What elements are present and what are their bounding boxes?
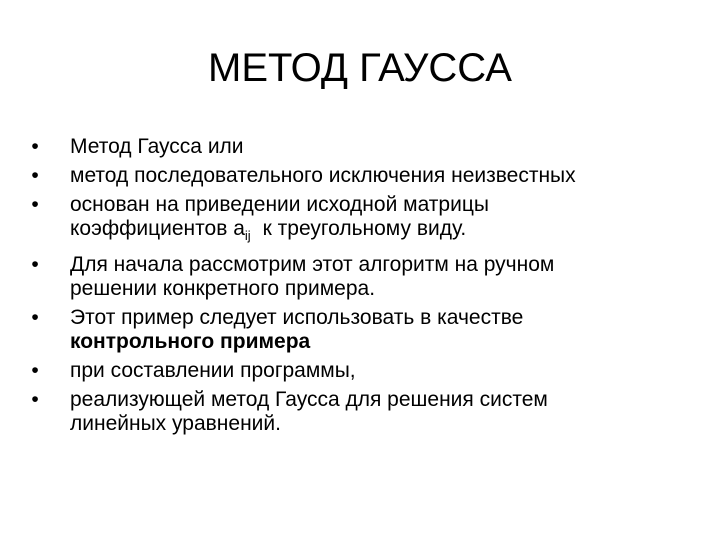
bullet-icon: • [31, 135, 39, 158]
bullet-text-line: основан на приведении исходной матрицы [70, 193, 489, 216]
bullet-text-line: к треугольному виду. [262, 217, 467, 240]
subscript-ij: ij [244, 228, 251, 243]
bullet-icon: • [31, 193, 39, 216]
bullet-item [28, 164, 700, 188]
bullet-icon: • [31, 388, 39, 411]
bullet-text-line: линейных уравнений. [70, 412, 281, 435]
bullet-text-line: Для начала рассмотрим этот алгоритм на ручном [70, 253, 555, 276]
bullet-icon: • [31, 306, 39, 329]
bullet-item [28, 388, 700, 436]
slide-title: МЕТОД ГАУССА [208, 46, 512, 90]
bullet-text-line: реализующей метод Гаусса для решения систем [70, 388, 548, 411]
bullet-text: метод последовательного исключения неизвестных [70, 164, 576, 187]
bullet-text: Метод Гаусса или [70, 135, 244, 158]
bold-phrase: контрольного примера [70, 330, 311, 353]
bullet-item [28, 135, 700, 159]
bullet-text-line: решении конкретного примера. [70, 277, 376, 300]
bullet-text-line: Этот пример следует использовать в качестве [70, 306, 524, 329]
bullet-icon: • [31, 253, 39, 276]
bullet-icon: • [31, 359, 39, 382]
bullet-item [28, 253, 700, 301]
bullet-item [28, 306, 700, 354]
bullet-icon: • [31, 164, 39, 187]
bullet-item [28, 193, 700, 248]
bullet-text: при составлении программы, [70, 359, 356, 382]
bullet-item [28, 359, 700, 383]
bullet-text-line: коэффициентов a [70, 217, 245, 240]
bullet-list [28, 135, 700, 441]
